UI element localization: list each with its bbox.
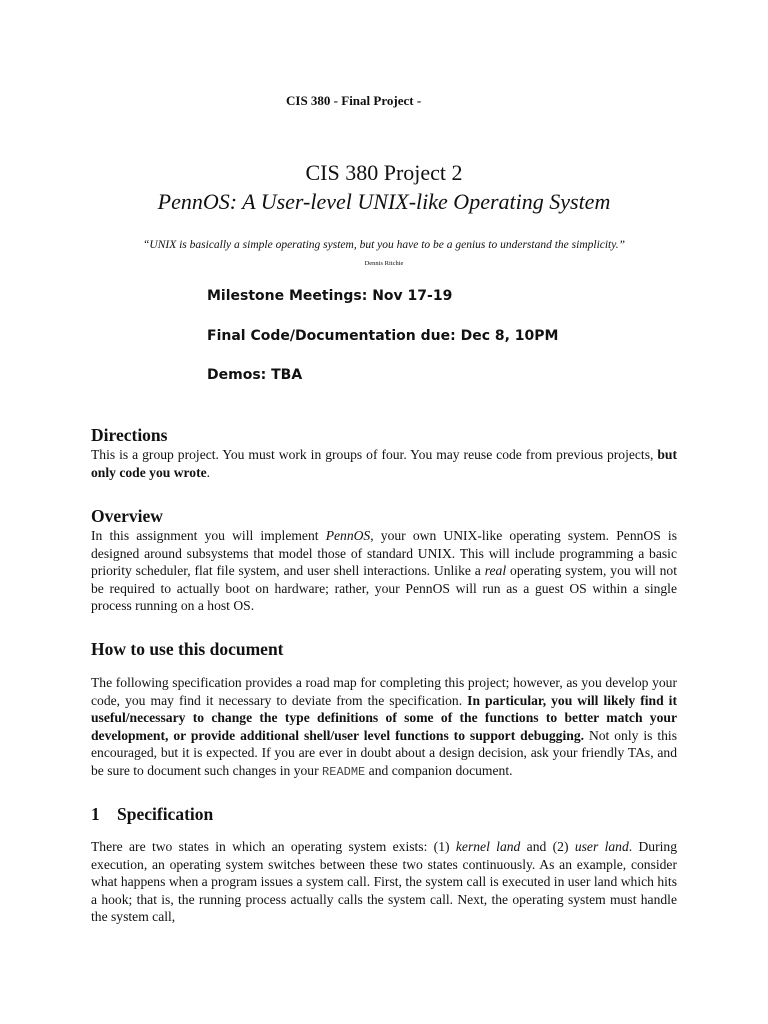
howto-emphasis: In particular, you will likely find it useful/necessary to change the type definitions of some of the functions to better match your development, or provide additional shell/user level functions to support debugging. [91, 692, 677, 743]
overview-text-1: In this assignment you will implement [91, 528, 326, 543]
spec-emphasis-1: kernel land [455, 839, 521, 854]
spec-emphasis-2: user land [574, 839, 629, 854]
milestone-meetings: Milestone Meetings: Nov 17-19 [207, 288, 453, 304]
directions-end: . [206, 464, 211, 480]
directions-heading: Directions [91, 425, 168, 445]
section-title: Specification [117, 804, 214, 824]
epigraph-quote: “UNIX is basically a simple operating system, but you have to be a genius to understand the simplicity.” [143, 239, 625, 251]
specification-paragraph [91, 838, 677, 926]
howto-paragraph [91, 674, 677, 782]
howto-text-3: and companion document. [365, 762, 513, 778]
overview-emphasis-1: PennOS [325, 528, 371, 543]
howto-text-2: Not only is this encouraged, but it is expected. If you are ever in doubt about a design decision, ask your friendly TAs, and be sure to document such changes in your [91, 727, 677, 778]
final-due-date: Final Code/Documentation due: Dec 8, 10PM [207, 328, 559, 344]
section-1-heading [91, 804, 213, 825]
epigraph-author: Dennis Ritchie [364, 260, 404, 267]
spec-text-1: There are two states in which an operating system exists: (1) [91, 839, 456, 854]
directions-emphasis: but only code you wrote [91, 447, 677, 480]
overview-text-2: , your own UNIX-like operating system. PennOS is designed around subsystems that model those of standard UNIX. This will include programming a basic priority scheduler, flat file system, and user shell interactions. Unlike a [91, 528, 677, 579]
howto-heading: How to use this document [91, 639, 284, 659]
section-number: 1 [91, 804, 100, 824]
directions-paragraph [91, 446, 677, 481]
howto-text-1: The following specification provides a road map for completing this project; however, as you develop your code, you may find it necessary to deviate from the specification. [91, 675, 677, 708]
overview-heading: Overview [91, 506, 163, 526]
spec-text-2: and (2) [520, 839, 575, 854]
spec-text-3: . During execution, an operating system switches between these two states continuously. As an example, consider what happens when a program issues a system call. First, the system call is executed in user land which hits a hook; that is, the running process actually calls the system call. Next, the operating system must handle the system call, [91, 839, 677, 925]
demos-date: Demos: TBA [207, 367, 303, 383]
overview-emphasis-2: real [484, 563, 507, 579]
running-header: CIS 380 - Final Project - [286, 93, 422, 108]
document-title: CIS 380 Project 2 [305, 160, 463, 185]
readme-code: README [322, 764, 366, 779]
overview-text-3: operating system, you will not be required to actually boot on hardware; rather, your PennOS will run as a guest OS within a single process running on a host OS. [91, 563, 677, 614]
directions-text: This is a group project. You must work in groups of four. You may reuse code from previous projects, [91, 447, 658, 462]
document-subtitle: PennOS: A User-level UNIX-like Operating System [157, 189, 611, 214]
overview-paragraph [91, 527, 677, 615]
